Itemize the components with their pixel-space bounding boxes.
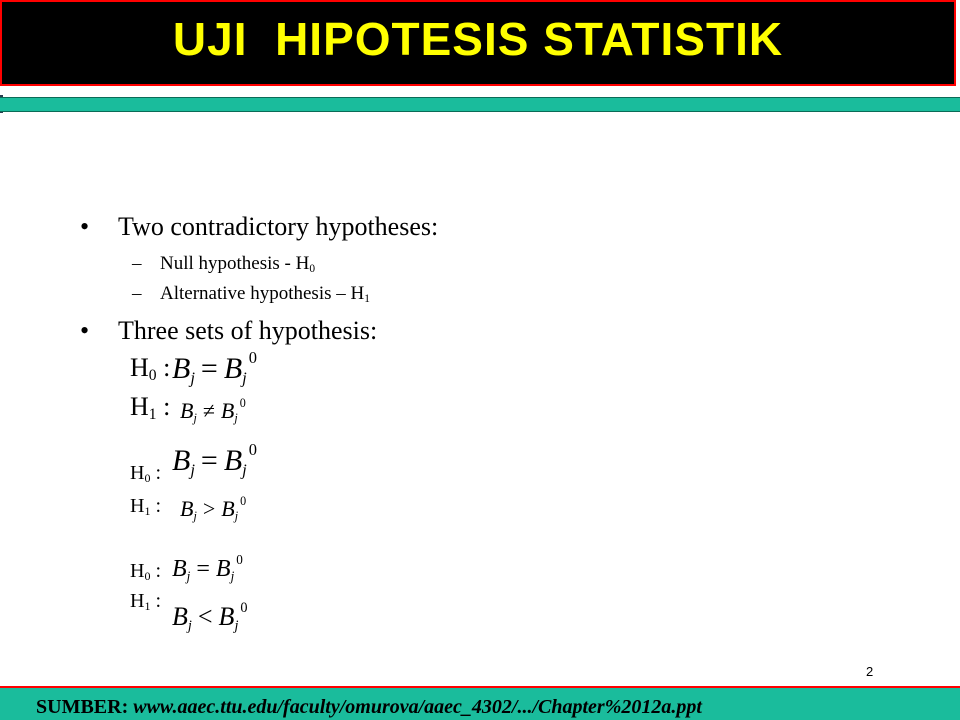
hypothesis-label: $H_1$ : — [130, 495, 162, 518]
title-banner — [0, 0, 956, 86]
divider-bar — [0, 97, 960, 112]
bullet-item — [80, 212, 439, 242]
bullet-text: Two contradictory hypotheses: — [118, 212, 439, 241]
bullet-text: Three sets of hypothesis: — [118, 316, 378, 345]
dash-icon: – — [132, 253, 142, 274]
equation: $Bj < Bj^0$ — [172, 600, 248, 634]
sub-index: 0 — [309, 262, 316, 275]
bullet-item — [80, 316, 378, 346]
source-link[interactable]: www.aaec.ttu.edu/faculty/omurova/aaec_4302/.../Chapter%2012a.ppt — [133, 696, 702, 718]
equation: $Bj > Bj^0$ — [180, 494, 247, 524]
hypothesis-label: $H_0$ : — [130, 353, 171, 384]
bullet-dot-icon: • — [80, 316, 90, 345]
page-title: UJI HIPOTESIS STATISTIK — [172, 13, 784, 65]
source-citation — [36, 696, 702, 719]
equation: $Bj = Bj^0$ — [172, 348, 258, 388]
bullet-dot-icon: • — [80, 212, 90, 241]
hypothesis-label: $H_0$ : — [130, 462, 162, 485]
equation: $Bj = Bj^0$ — [172, 552, 243, 584]
source-label: SUMBER: — [36, 696, 134, 718]
sub-item — [132, 253, 316, 280]
hypothesis-label: $H_1$ : — [130, 590, 162, 613]
hypothesis-label: $H_0$ : — [130, 560, 162, 583]
equation: $Bj = Bj^0$ — [172, 440, 258, 480]
sub-item — [132, 283, 370, 310]
sub-text: Null hypothesis - H — [160, 253, 310, 274]
sub-text: Alternative hypothesis – H — [160, 283, 365, 304]
hypothesis-label: $H_1$ : — [130, 392, 171, 423]
equation: $Bj \ne Bj^0$ — [180, 396, 246, 426]
dash-icon: – — [132, 283, 142, 304]
footer-bar — [0, 686, 960, 720]
page-number: 2 — [866, 664, 874, 679]
sub-index: 1 — [364, 292, 370, 305]
